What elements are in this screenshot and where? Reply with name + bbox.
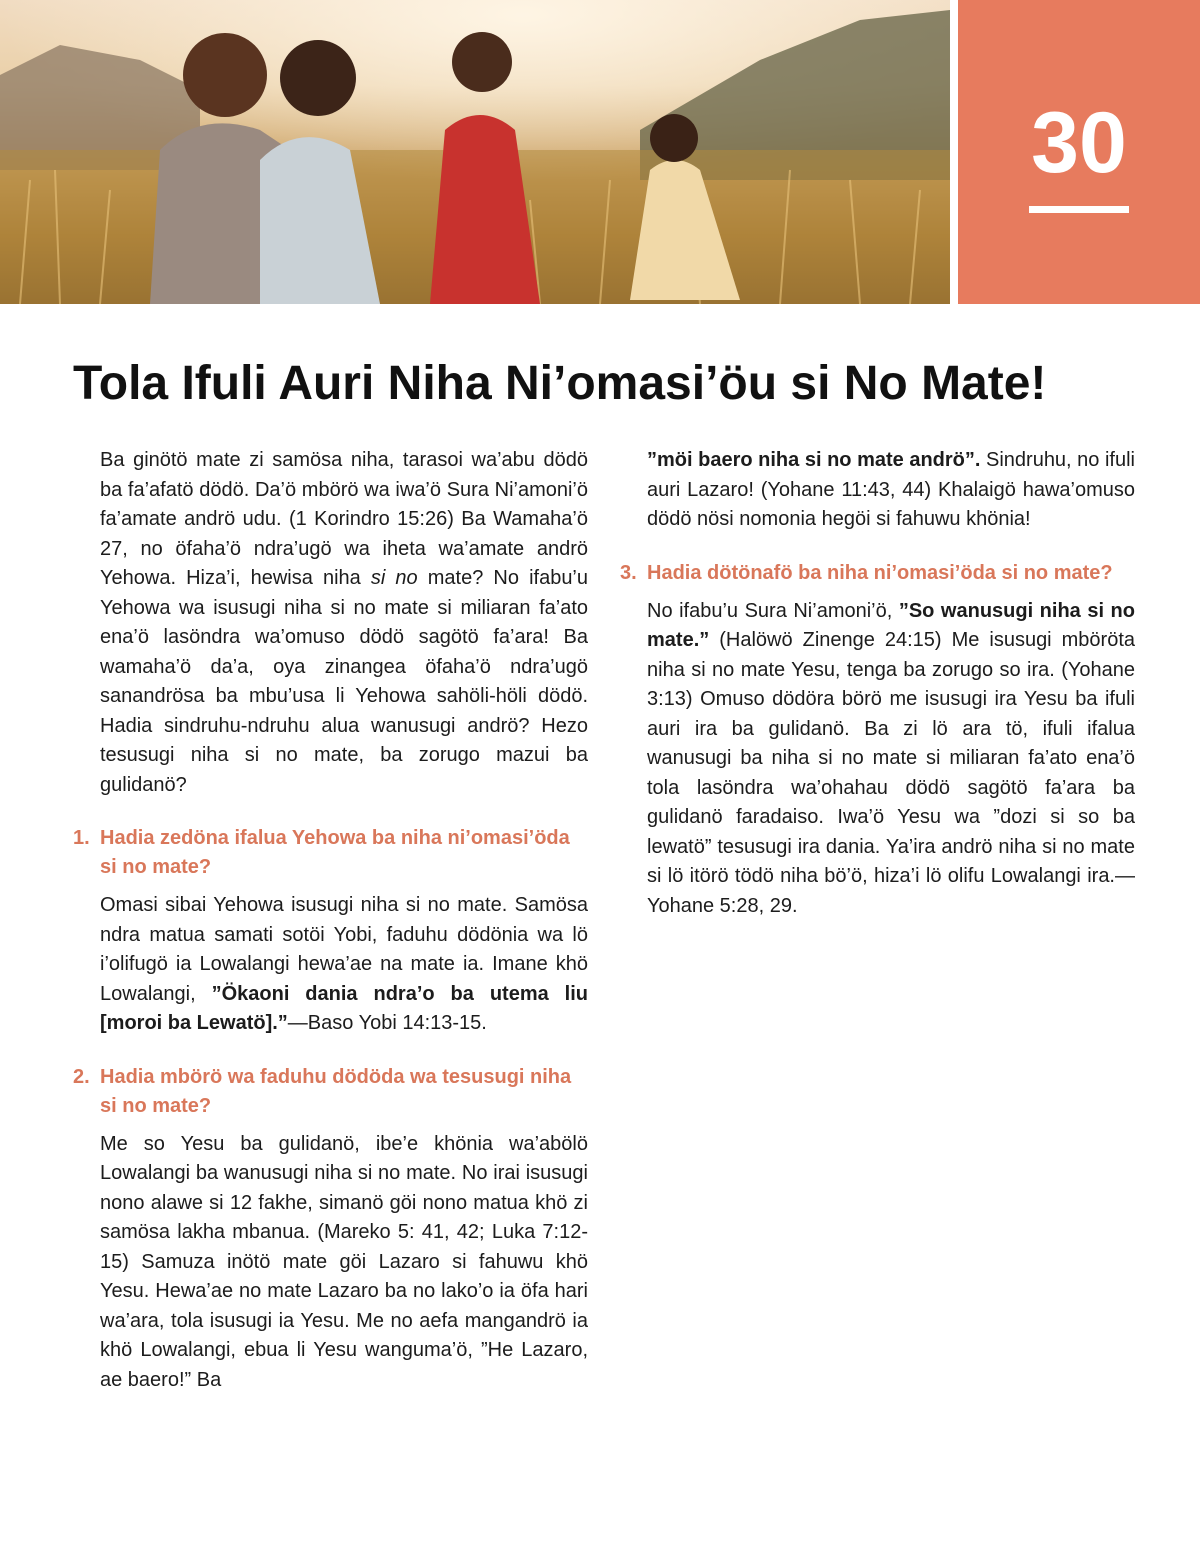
page-title: Tola Ifuli Auri Niha Ni’omasi’öu si No Mate! bbox=[73, 357, 1047, 410]
lesson-number-box bbox=[958, 0, 1200, 304]
answer-2-paragraph: Me so Yesu ba gulidanö, ibe’e khönia wa’abölö Lowalangi ba wanusugi niha si no mate. No irai isusugi nono alawe si 12 fakhe, simanö göi nono matua khö zi samösa lakha mbanua. (Mareko 5: 41, 42; Luka 7:12-15) Samuza inötö mate göi Lazaro si fahuwu khö Yesu. Hewa’ae no mate Lazaro ba no lako’o ia öfa hari wa’ara, tola isusugi ia Yesu. Me no aefa mangandrö ia khö Lowalangi, ebua li Yesu wanguma’ö, ”He Lazaro, ae baero!” Ba bbox=[100, 1132, 588, 1391]
right-column bbox=[620, 446, 1135, 921]
question-2-heading bbox=[73, 1063, 588, 1121]
answer-2-paragraph-continued: ”möi baero niha si no mate andrö”. Sindruhu, no ifuli auri Lazaro! (Yohane 11:43, 44) Khalaigö hawa’omuso dödö nösi nomonia hegöi si fahuwu khönia! bbox=[647, 449, 1135, 530]
question-3-heading bbox=[620, 559, 1135, 588]
question-1-number: 1. bbox=[73, 827, 90, 849]
question-3-number: 3. bbox=[620, 561, 637, 584]
left-column bbox=[73, 446, 588, 1395]
question-2-number: 2. bbox=[73, 1065, 90, 1088]
family-in-meadow-photo bbox=[0, 0, 950, 304]
lesson-number: 30 bbox=[1031, 95, 1127, 191]
intro-paragraph: Ba ginötö mate zi samösa niha, tarasoi wa’abu dödö ba fa’afatö dödö. Da’ö mbörö wa iwa’ö Sura Ni’amoni’ö fa’amate andrö udu. (1 Korindro 15:26) Ba Wamaha’ö 27, no öfaha’ö ndra’ugö wa iheta wa’amate andrö Yehowa. Hiza’i, hewisa niha si no mate? No ifabu’u Yehowa wa isusugi niha si no mate si miliaran fa’ato ena’ö lasöndra wa’omuso dödö sagötö fa’ara! Ba wamaha’ö da’a, oya zinangea öfaha’ö ndra’ugö sanandrösa ba mbu’usa li Yehowa sahöli-höli dödö. Hadia sindruhu-ndruhu alua wanusugi andrö? Hezo tesusugi niha si no mate, ba zorugo mazui ba gulidanö? bbox=[100, 449, 589, 796]
answer-3-paragraph: No ifabu’u Sura Ni’amoni’ö, ”So wanusugi niha si no mate.” (Halöwö Zinenge 24:15) Me isusugi mböröta niha si no mate Yesu, tenga ba zorugo so ira. (Yohane 3:13) Omuso dödöra börö me isusugi ira Yesu ba ifuli auri ira ba gulidanö. Ba zi lö ara tö, ifuli ifalua wanusugi ba niha si no mate si miliaran fa’ato ena’ö tola lasöndra wa’ohahau dödö sagötö fa’ara ba gulidanö faradaiso. Iwa’ö Yesu wa ”dozi si so ba lewatö” tesusugi ira dania. Ya’ira andrö niha si no mate si lö itörö tödö niha bö’ö, hiza’i lö olifu Lowalangi ira.—Yohane 5:28, 29. bbox=[647, 599, 1135, 917]
question-1-text: Hadia zedöna ifalua Yehowa ba niha ni’omasi’öda si no mate? bbox=[100, 827, 570, 878]
answer-1-paragraph: Omasi sibai Yehowa isusugi niha si no mate. Samösa ndra matua samati sotöi Yobi, faduhu dödönia wa lö i’olifugö ia Lowalangi hewa’ae na mate ia. Imane khö Lowalangi, ”Ökaoni dania ndra’o ba utema liu [moroi ba Lewatö].”—Baso Yobi 14:13-15. bbox=[100, 894, 588, 1034]
question-1-heading bbox=[73, 824, 588, 882]
question-3-text: Hadia dötönafö ba niha ni’omasi’öda si no mate? bbox=[647, 561, 1113, 584]
lesson-number-underline bbox=[1029, 206, 1129, 213]
question-2-text: Hadia mbörö wa faduhu dödöda wa tesusugi niha si no mate? bbox=[100, 1065, 572, 1117]
header-photo bbox=[0, 0, 950, 304]
